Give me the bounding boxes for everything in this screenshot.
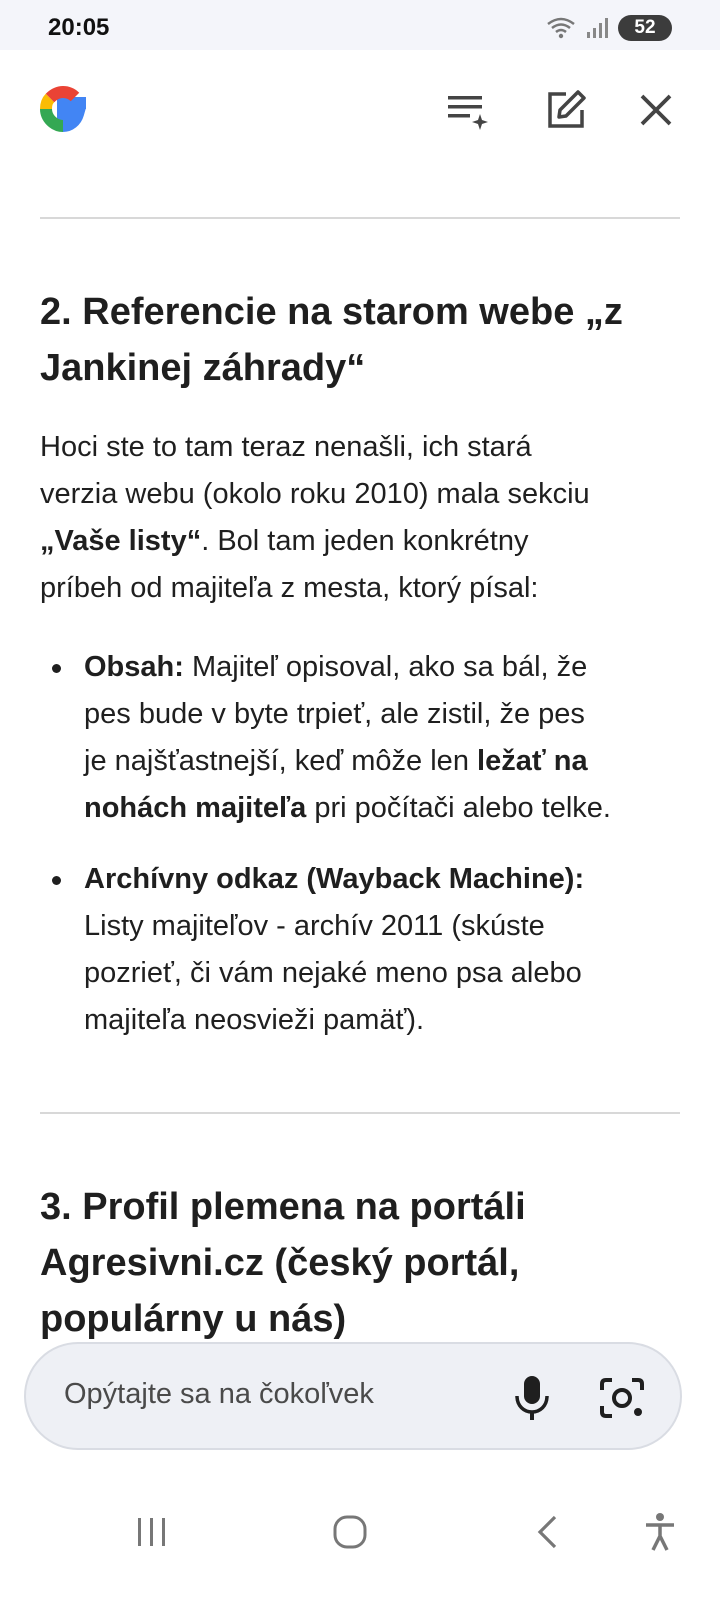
status-time: 20:05: [48, 14, 110, 41]
search-input[interactable]: Opýtajte sa na čokoľvek: [64, 1378, 374, 1410]
accessibility-icon: [644, 1512, 676, 1552]
app-header: [0, 50, 720, 175]
new-chat-button[interactable]: [540, 84, 592, 136]
recent-apps-icon: [135, 1516, 169, 1548]
section-paragraph: Hoci ste to tam teraz nenašli, ich stará verzia webu (okolo roku 2010) mala sekciu „Vaše listy“. Bol tam jeden konkrétny príbeh od majiteľa z mesta, ktorý písal:: [40, 431, 590, 604]
archive-link[interactable]: Listy majiteľov - archív 2011 (skúste: [84, 910, 545, 942]
back-icon: [535, 1514, 561, 1550]
home-icon: [332, 1514, 368, 1550]
battery-level: 52: [634, 17, 656, 38]
back-button[interactable]: [518, 1502, 578, 1562]
signal-icon: [586, 16, 608, 40]
ask-input-bar[interactable]: [24, 1342, 682, 1450]
camera-lens-icon[interactable]: [598, 1376, 646, 1420]
microphone-icon[interactable]: [510, 1374, 554, 1422]
history-icon: [446, 90, 490, 130]
system-nav-bar: [0, 1470, 720, 1600]
recent-apps-button[interactable]: [122, 1502, 182, 1562]
edit-icon: [544, 88, 588, 132]
list-item: Obsah: Majiteľ opisoval, ako sa bál, že pes bude v byte trpieť, ale zistil, že pes je najšťastnejší, keď môže len ležať na nohách majiteľa pri počítači alebo telke.: [40, 644, 680, 832]
close-button[interactable]: [630, 84, 682, 136]
status-bar: [0, 0, 720, 50]
bullet-list: [40, 644, 680, 1044]
response-content: [40, 175, 680, 1340]
section-heading: 3. Profil plemena na portáli Agresivni.cz (český portál, populárny u nás): [40, 1186, 526, 1340]
wifi-icon: [546, 16, 576, 40]
status-icons: [546, 14, 672, 42]
accessibility-button[interactable]: [630, 1502, 690, 1562]
google-logo: [30, 76, 96, 142]
history-button[interactable]: [442, 84, 494, 136]
list-item: Archívny odkaz (Wayback Machine): Listy majiteľov - archív 2011 (skúste pozrieť, či vám nejaké meno psa alebo majiteľa neosvieži pamäť).: [40, 856, 680, 1044]
close-icon: [638, 92, 674, 128]
home-button[interactable]: [320, 1502, 380, 1562]
battery-icon: [618, 15, 672, 41]
section-heading: 2. Referencie na starom webe „z Jankinej záhrady“: [40, 291, 623, 389]
